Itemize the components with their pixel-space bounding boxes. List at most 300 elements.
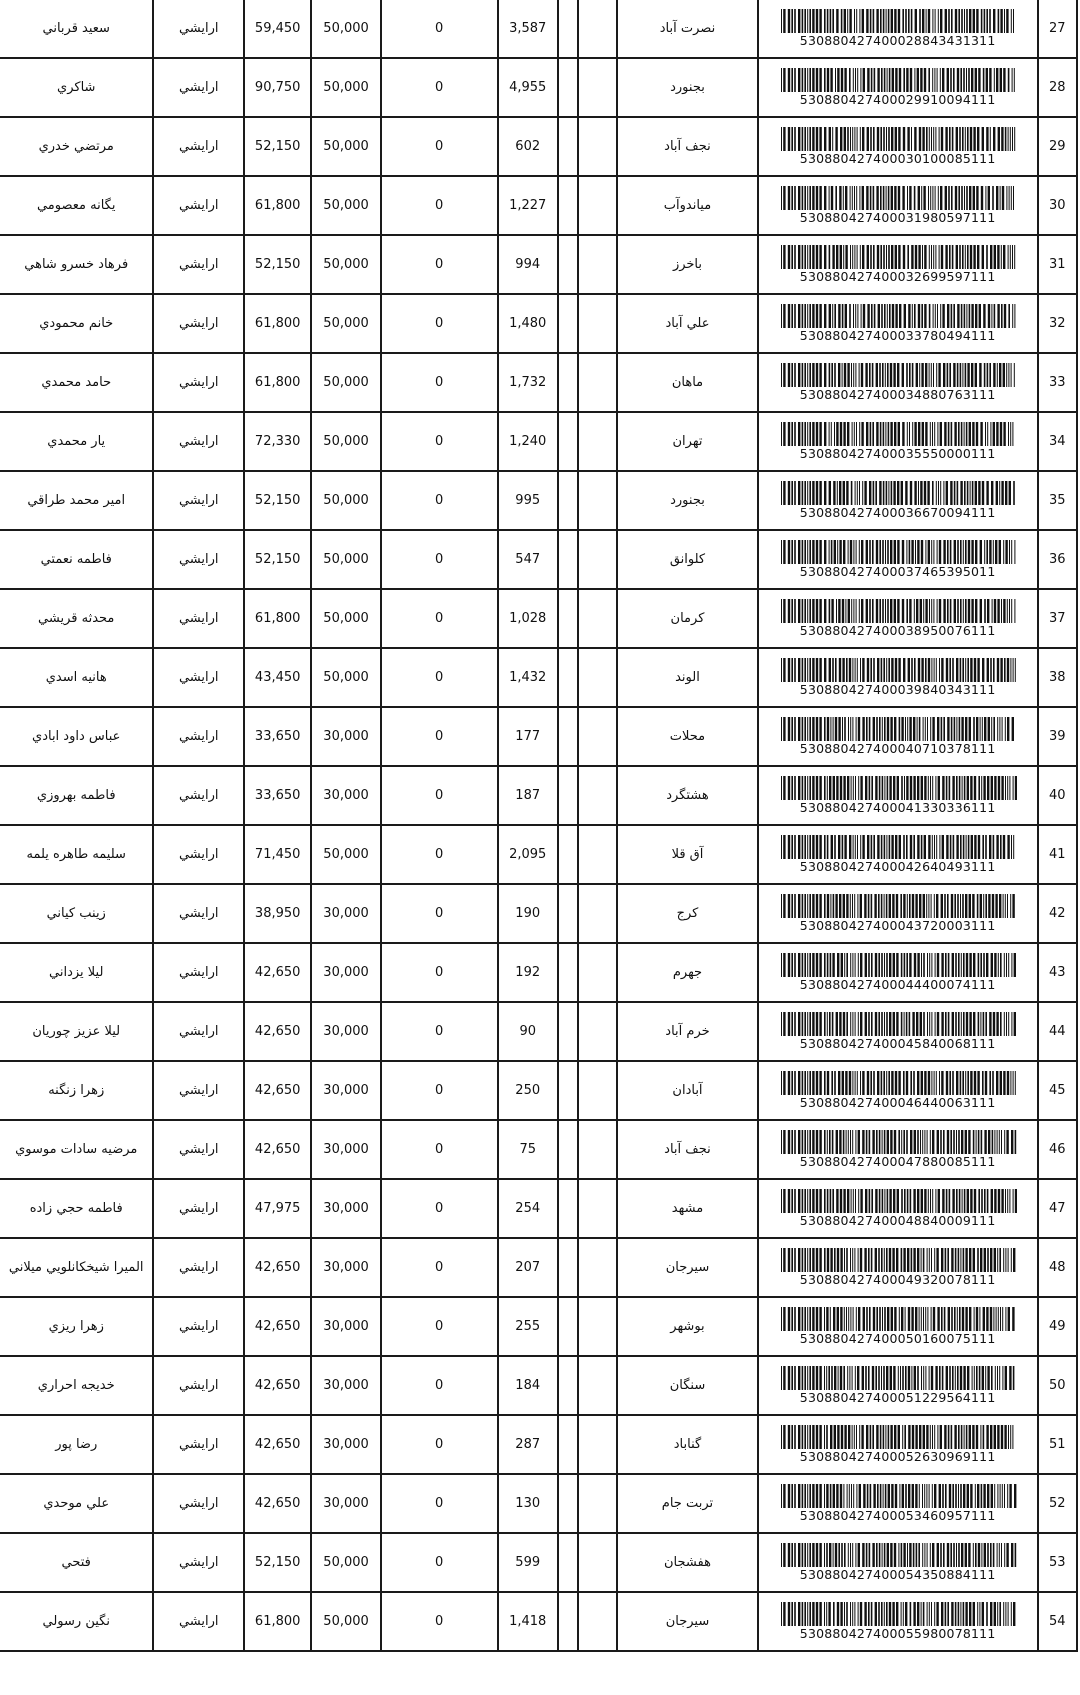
amount-cell: 177	[498, 707, 558, 766]
city-cell: كلوانق	[617, 530, 758, 589]
total-amount: 61,800	[244, 1592, 311, 1651]
amount-cell: 184	[498, 1356, 558, 1415]
recipient-name: محدثه قريشي	[0, 589, 153, 648]
blank-cell	[578, 1533, 617, 1592]
blank-cell	[578, 412, 617, 471]
barcode-icon	[779, 1248, 1017, 1272]
total-amount: 42,650	[244, 1061, 311, 1120]
recipient-name: ليلا يزداني	[0, 943, 153, 1002]
barcode	[759, 481, 1037, 520]
row-number: 41	[1038, 825, 1077, 884]
recipient-name: زهرا ريزي	[0, 1297, 153, 1356]
category-cell: ارايشي	[153, 1002, 244, 1061]
amount-cell: 75	[498, 1120, 558, 1179]
base-amount: 30,000	[311, 1061, 380, 1120]
blank-cell	[558, 825, 578, 884]
category-cell: ارايشي	[153, 117, 244, 176]
barcode-cell	[758, 1356, 1038, 1415]
barcode-number: 530880427400054350884111	[799, 1567, 996, 1582]
base-amount: 50,000	[311, 589, 380, 648]
zero-cell: 0	[381, 1533, 498, 1592]
barcode-cell	[758, 412, 1038, 471]
zero-cell: 0	[381, 589, 498, 648]
table-row	[0, 884, 1077, 943]
table-row	[0, 648, 1077, 707]
barcode-cell	[758, 176, 1038, 235]
category-cell: ارايشي	[153, 176, 244, 235]
blank-cell	[558, 117, 578, 176]
barcode-icon	[779, 1602, 1017, 1626]
base-amount: 50,000	[311, 648, 380, 707]
city-cell: تهران	[617, 412, 758, 471]
base-amount: 50,000	[311, 530, 380, 589]
table-row	[0, 589, 1077, 648]
amount-cell: 90	[498, 1002, 558, 1061]
barcode-icon	[779, 363, 1017, 387]
barcode-cell	[758, 766, 1038, 825]
table-row	[0, 1179, 1077, 1238]
amount-cell: 254	[498, 1179, 558, 1238]
barcode-icon	[779, 776, 1017, 800]
barcode-icon	[779, 1543, 1017, 1567]
row-number: 39	[1038, 707, 1077, 766]
total-amount: 42,650	[244, 943, 311, 1002]
table-row	[0, 117, 1077, 176]
amount-cell: 4,955	[498, 58, 558, 117]
amount-cell: 547	[498, 530, 558, 589]
table-row	[0, 1356, 1077, 1415]
city-cell: نجف آباد	[617, 1120, 758, 1179]
blank-cell	[558, 471, 578, 530]
barcode-cell	[758, 1179, 1038, 1238]
zero-cell: 0	[381, 1592, 498, 1651]
barcode-number: 530880427400028843431311	[799, 33, 996, 48]
amount-cell: 192	[498, 943, 558, 1002]
table-row	[0, 1533, 1077, 1592]
barcode-icon	[779, 9, 1017, 33]
city-cell: نجف آباد	[617, 117, 758, 176]
barcode-icon	[779, 1425, 1017, 1449]
row-number: 34	[1038, 412, 1077, 471]
amount-cell: 995	[498, 471, 558, 530]
base-amount: 50,000	[311, 294, 380, 353]
recipient-name: يار محمدي	[0, 412, 153, 471]
barcode-icon	[779, 894, 1017, 918]
recipient-name: هانيه اسدي	[0, 648, 153, 707]
blank-cell	[578, 825, 617, 884]
amount-cell: 1,480	[498, 294, 558, 353]
barcode-icon	[779, 1071, 1017, 1095]
base-amount: 50,000	[311, 825, 380, 884]
blank-cell	[578, 943, 617, 1002]
category-cell: ارايشي	[153, 412, 244, 471]
amount-cell: 130	[498, 1474, 558, 1533]
blank-cell	[578, 1297, 617, 1356]
barcode-cell	[758, 353, 1038, 412]
city-cell: باخرز	[617, 235, 758, 294]
zero-cell: 0	[381, 648, 498, 707]
recipient-name: نگين رسولي	[0, 1592, 153, 1651]
base-amount: 30,000	[311, 766, 380, 825]
category-cell: ارايشي	[153, 1297, 244, 1356]
table-row	[0, 1238, 1077, 1297]
blank-cell	[578, 235, 617, 294]
barcode-icon	[779, 1366, 1017, 1390]
amount-cell: 1,432	[498, 648, 558, 707]
barcode	[759, 1484, 1037, 1523]
recipient-name: فاطمه نعمتي	[0, 530, 153, 589]
zero-cell: 0	[381, 471, 498, 530]
blank-cell	[578, 1356, 617, 1415]
recipient-name: فتحي	[0, 1533, 153, 1592]
recipient-name: زهرا زنگنه	[0, 1061, 153, 1120]
barcode-number: 530880427400044400074111	[799, 977, 996, 992]
amount-cell: 190	[498, 884, 558, 943]
recipient-name: الميرا شيخكانلويي ميلاني	[0, 1238, 153, 1297]
category-cell: ارايشي	[153, 235, 244, 294]
barcode	[759, 1189, 1037, 1228]
zero-cell: 0	[381, 117, 498, 176]
zero-cell: 0	[381, 530, 498, 589]
barcode-cell	[758, 1061, 1038, 1120]
zero-cell: 0	[381, 294, 498, 353]
barcode-cell	[758, 1533, 1038, 1592]
city-cell: سنگان	[617, 1356, 758, 1415]
barcode-cell	[758, 294, 1038, 353]
amount-cell: 207	[498, 1238, 558, 1297]
row-number: 50	[1038, 1356, 1077, 1415]
barcode	[759, 422, 1037, 461]
blank-cell	[578, 1474, 617, 1533]
barcode-number: 530880427400032699597111	[799, 269, 996, 284]
zero-cell: 0	[381, 707, 498, 766]
base-amount: 50,000	[311, 235, 380, 294]
blank-cell	[558, 58, 578, 117]
recipient-name: ليلا عزيز چوريان	[0, 1002, 153, 1061]
blank-cell	[558, 176, 578, 235]
barcode-cell	[758, 1592, 1038, 1651]
blank-cell	[578, 530, 617, 589]
category-cell: ارايشي	[153, 1592, 244, 1651]
barcode-cell	[758, 1415, 1038, 1474]
city-cell: بجنورد	[617, 58, 758, 117]
zero-cell: 0	[381, 1061, 498, 1120]
blank-cell	[558, 943, 578, 1002]
zero-cell: 0	[381, 1415, 498, 1474]
barcode-number: 530880427400043720003111	[799, 918, 996, 933]
barcode	[759, 1071, 1037, 1110]
recipient-name: حامد محمدي	[0, 353, 153, 412]
barcode-icon	[779, 1307, 1017, 1331]
amount-cell: 2,095	[498, 825, 558, 884]
city-cell: محلات	[617, 707, 758, 766]
blank-cell	[558, 1592, 578, 1651]
city-cell: سيرجان	[617, 1238, 758, 1297]
barcode-icon	[779, 540, 1017, 564]
base-amount: 30,000	[311, 1002, 380, 1061]
city-cell: علي آباد	[617, 294, 758, 353]
blank-cell	[578, 0, 617, 58]
city-cell: هفشجان	[617, 1533, 758, 1592]
recipient-name: امير محمد طراقي	[0, 471, 153, 530]
total-amount: 43,450	[244, 648, 311, 707]
barcode-icon	[779, 953, 1017, 977]
amount-cell: 1,732	[498, 353, 558, 412]
category-cell: ارايشي	[153, 530, 244, 589]
blank-cell	[578, 117, 617, 176]
base-amount: 30,000	[311, 1474, 380, 1533]
recipient-name: خانم محمودي	[0, 294, 153, 353]
amount-cell: 1,240	[498, 412, 558, 471]
table-row	[0, 1415, 1077, 1474]
category-cell: ارايشي	[153, 766, 244, 825]
barcode-cell	[758, 707, 1038, 766]
barcode-icon	[779, 304, 1017, 328]
city-cell: مشهد	[617, 1179, 758, 1238]
zero-cell: 0	[381, 943, 498, 1002]
city-cell: الوند	[617, 648, 758, 707]
recipient-name: فرهاد خسرو شاهي	[0, 235, 153, 294]
zero-cell: 0	[381, 1297, 498, 1356]
recipient-name: خديجه احراري	[0, 1356, 153, 1415]
row-number: 47	[1038, 1179, 1077, 1238]
city-cell: بجنورد	[617, 471, 758, 530]
blank-cell	[558, 353, 578, 412]
recipient-name: علي موحدي	[0, 1474, 153, 1533]
barcode-icon	[779, 835, 1017, 859]
row-number: 46	[1038, 1120, 1077, 1179]
row-number: 43	[1038, 943, 1077, 1002]
barcode-number: 530880427400046440063111	[799, 1095, 996, 1110]
row-number: 30	[1038, 176, 1077, 235]
blank-cell	[578, 1415, 617, 1474]
blank-cell	[558, 1533, 578, 1592]
city-cell: هشتگرد	[617, 766, 758, 825]
barcode-number: 530880427400041330336111	[799, 800, 996, 815]
blank-cell	[578, 766, 617, 825]
zero-cell: 0	[381, 235, 498, 294]
row-number: 37	[1038, 589, 1077, 648]
category-cell: ارايشي	[153, 58, 244, 117]
base-amount: 30,000	[311, 1179, 380, 1238]
barcode-number: 530880427400035550000111	[799, 446, 996, 461]
recipient-name: مرضيه سادات موسوي	[0, 1120, 153, 1179]
row-number: 32	[1038, 294, 1077, 353]
category-cell: ارايشي	[153, 648, 244, 707]
row-number: 49	[1038, 1297, 1077, 1356]
base-amount: 50,000	[311, 58, 380, 117]
base-amount: 50,000	[311, 117, 380, 176]
total-amount: 52,150	[244, 117, 311, 176]
barcode-cell	[758, 235, 1038, 294]
barcode	[759, 599, 1037, 638]
barcode	[759, 68, 1037, 107]
blank-cell	[558, 884, 578, 943]
total-amount: 71,450	[244, 825, 311, 884]
total-amount: 61,800	[244, 589, 311, 648]
base-amount: 30,000	[311, 884, 380, 943]
base-amount: 50,000	[311, 176, 380, 235]
barcode-number: 530880427400034880763111	[799, 387, 996, 402]
base-amount: 30,000	[311, 707, 380, 766]
category-cell: ارايشي	[153, 1533, 244, 1592]
city-cell: خرم آباد	[617, 1002, 758, 1061]
recipient-name: يگانه معصومي	[0, 176, 153, 235]
table-row	[0, 1002, 1077, 1061]
barcode	[759, 717, 1037, 756]
barcode-icon	[779, 599, 1017, 623]
city-cell: ماهان	[617, 353, 758, 412]
city-cell: بوشهر	[617, 1297, 758, 1356]
barcode-number: 530880427400030100085111	[799, 151, 996, 166]
row-number: 53	[1038, 1533, 1077, 1592]
table-row	[0, 294, 1077, 353]
total-amount: 42,650	[244, 1238, 311, 1297]
table-row	[0, 58, 1077, 117]
barcode-number: 530880427400047880085111	[799, 1154, 996, 1169]
category-cell: ارايشي	[153, 1061, 244, 1120]
amount-cell: 250	[498, 1061, 558, 1120]
amount-cell: 187	[498, 766, 558, 825]
total-amount: 72,330	[244, 412, 311, 471]
table-row	[0, 412, 1077, 471]
barcode	[759, 1543, 1037, 1582]
barcode-number: 530880427400031980597111	[799, 210, 996, 225]
blank-cell	[558, 294, 578, 353]
recipient-name: عباس داود ابادي	[0, 707, 153, 766]
row-number: 29	[1038, 117, 1077, 176]
zero-cell: 0	[381, 1356, 498, 1415]
barcode	[759, 776, 1037, 815]
amount-cell: 255	[498, 1297, 558, 1356]
zero-cell: 0	[381, 1238, 498, 1297]
category-cell: ارايشي	[153, 943, 244, 1002]
barcode-cell	[758, 1002, 1038, 1061]
zero-cell: 0	[381, 1179, 498, 1238]
total-amount: 33,650	[244, 707, 311, 766]
amount-cell: 1,028	[498, 589, 558, 648]
amount-cell: 599	[498, 1533, 558, 1592]
barcode-icon	[779, 422, 1017, 446]
category-cell: ارايشي	[153, 0, 244, 58]
category-cell: ارايشي	[153, 1179, 244, 1238]
base-amount: 50,000	[311, 471, 380, 530]
category-cell: ارايشي	[153, 825, 244, 884]
recipient-name: فاطمه بهروزي	[0, 766, 153, 825]
row-number: 40	[1038, 766, 1077, 825]
row-number: 31	[1038, 235, 1077, 294]
row-number: 42	[1038, 884, 1077, 943]
barcode-icon	[779, 1189, 1017, 1213]
table-row	[0, 353, 1077, 412]
total-amount: 33,650	[244, 766, 311, 825]
blank-cell	[558, 1061, 578, 1120]
row-number: 52	[1038, 1474, 1077, 1533]
category-cell: ارايشي	[153, 707, 244, 766]
city-cell: جهرم	[617, 943, 758, 1002]
blank-cell	[578, 294, 617, 353]
table-row	[0, 176, 1077, 235]
blank-cell	[578, 1592, 617, 1651]
row-number: 54	[1038, 1592, 1077, 1651]
total-amount: 47,975	[244, 1179, 311, 1238]
barcode	[759, 835, 1037, 874]
barcode-cell	[758, 1474, 1038, 1533]
barcode-number: 530880427400033780494111	[799, 328, 996, 343]
barcode-cell	[758, 117, 1038, 176]
city-cell: كرج	[617, 884, 758, 943]
amount-cell: 1,227	[498, 176, 558, 235]
barcode	[759, 127, 1037, 166]
total-amount: 59,450	[244, 0, 311, 58]
barcode-number: 530880427400045840068111	[799, 1036, 996, 1051]
table-row	[0, 825, 1077, 884]
recipient-name: زينب كياني	[0, 884, 153, 943]
barcode	[759, 540, 1037, 579]
barcode-number: 530880427400039840343111	[799, 682, 996, 697]
recipient-name: رضا پور	[0, 1415, 153, 1474]
zero-cell: 0	[381, 353, 498, 412]
recipient-name: فاطمه حجي زاده	[0, 1179, 153, 1238]
amount-cell: 287	[498, 1415, 558, 1474]
base-amount: 30,000	[311, 1297, 380, 1356]
blank-cell	[558, 235, 578, 294]
category-cell: ارايشي	[153, 884, 244, 943]
barcode	[759, 245, 1037, 284]
barcode-cell	[758, 1238, 1038, 1297]
barcode-number: 530880427400055980078111	[799, 1626, 996, 1641]
category-cell: ارايشي	[153, 471, 244, 530]
city-cell: آق قلا	[617, 825, 758, 884]
city-cell: سيرجان	[617, 1592, 758, 1651]
base-amount: 50,000	[311, 1533, 380, 1592]
barcode	[759, 186, 1037, 225]
blank-cell	[558, 412, 578, 471]
zero-cell: 0	[381, 1002, 498, 1061]
total-amount: 61,800	[244, 353, 311, 412]
recipient-name: سعيد قرباني	[0, 0, 153, 58]
barcode	[759, 1307, 1037, 1346]
row-number: 38	[1038, 648, 1077, 707]
barcode-icon	[779, 245, 1017, 269]
barcode	[759, 9, 1037, 48]
barcode-number: 530880427400051229564111	[799, 1390, 996, 1405]
barcode-icon	[779, 481, 1017, 505]
barcode-cell	[758, 1297, 1038, 1356]
zero-cell: 0	[381, 0, 498, 58]
table-row	[0, 0, 1077, 58]
barcode-number: 530880427400038950076111	[799, 623, 996, 638]
blank-cell	[578, 884, 617, 943]
row-number: 27	[1038, 0, 1077, 58]
barcode-cell	[758, 471, 1038, 530]
zero-cell: 0	[381, 1474, 498, 1533]
blank-cell	[578, 353, 617, 412]
total-amount: 61,800	[244, 294, 311, 353]
barcode-number: 530880427400036670094111	[799, 505, 996, 520]
barcode	[759, 1012, 1037, 1051]
barcode-cell	[758, 530, 1038, 589]
barcode-number: 530880427400053460957111	[799, 1508, 996, 1523]
barcode-icon	[779, 658, 1017, 682]
base-amount: 30,000	[311, 1415, 380, 1474]
category-cell: ارايشي	[153, 1356, 244, 1415]
category-cell: ارايشي	[153, 1120, 244, 1179]
barcode-icon	[779, 127, 1017, 151]
blank-cell	[578, 1238, 617, 1297]
barcode-number: 530880427400042640493111	[799, 859, 996, 874]
table-row	[0, 1120, 1077, 1179]
